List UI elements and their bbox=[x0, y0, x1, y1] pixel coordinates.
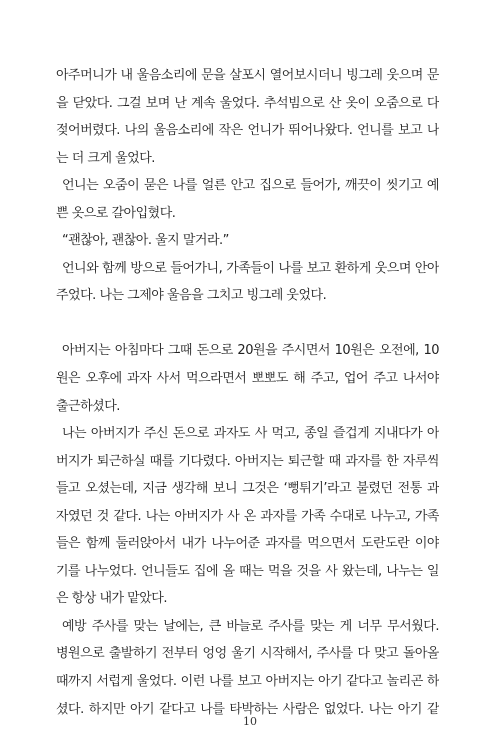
text-line: 원은 오후에 과자 사서 먹으라면서 뽀뽀도 해 주고, 업어 주고 나서야 bbox=[56, 371, 439, 387]
text-line: 때까지 서럽게 울었다. 이런 나를 보고 아버지는 아기 같다고 놀리곤 하 bbox=[56, 674, 439, 690]
text-line: 출근하셨다. bbox=[56, 398, 120, 414]
text-line: “괜찮아, 괜찮아. 울지 말거라.” bbox=[62, 233, 229, 249]
text-line: 예방 주사를 맞는 날에는, 큰 바늘로 주사를 맞는 게 너무 무서웠다. bbox=[62, 618, 439, 634]
text-line: 나는 아버지가 주신 돈으로 과자도 사 먹고, 종일 즐겁게 지내다가 아 bbox=[62, 426, 439, 442]
text-line: 병원으로 출발하기 전부터 엉엉 울기 시작해서, 주사를 다 맞고 돌아올 bbox=[56, 646, 439, 662]
text-line: 들은 함께 둘러앉아서 내가 나누어준 과자를 먹으면서 도란도란 이야 bbox=[56, 536, 439, 552]
blank-line bbox=[56, 316, 439, 344]
text-line: 언니는 오줌이 묻은 나를 얼른 안고 집으로 들어가, 깨끗이 씻기고 예 bbox=[62, 178, 439, 194]
text-line: 아주머니가 내 울음소리에 문을 살포시 열어보시더니 빙그레 웃으며 문 bbox=[56, 68, 439, 83]
text-line: 을 닫았다. 그걸 보며 난 계속 울었다. 추석빔으로 산 옷이 오줌으로 다 bbox=[56, 95, 439, 111]
text-line: 자였던 것 같다. 나는 아버지가 사 온 과자를 가족 수대로 나누고, 가족 bbox=[56, 508, 439, 524]
text-line: 주었다. 나는 그제야 울음을 그치고 빙그레 웃었다. bbox=[56, 288, 327, 304]
page-number: 10 bbox=[243, 715, 257, 728]
text-line: 버지가 퇴근하실 때를 기다렸다. 아버지는 퇴근할 때 과자를 한 자루씩 bbox=[56, 453, 439, 469]
text-line: 셨다. 하지만 아기 같다고 나를 타박하는 사람은 없었다. 나는 아기 같 bbox=[56, 701, 439, 717]
text-line: 쁜 옷으로 갈아입혔다. bbox=[56, 205, 176, 221]
text-line: 언니와 함께 방으로 들어가니, 가족들이 나를 보고 환하게 웃으며 안아 bbox=[62, 260, 439, 276]
text-line: 은 항상 내가 맡았다. bbox=[56, 591, 167, 607]
text-line: 기를 나누었다. 언니들도 집에 올 때는 먹을 것을 사 왔는데, 나누는 일 bbox=[56, 563, 439, 579]
body-text bbox=[56, 68, 439, 729]
text-line: 젖어버렸다. 나의 울음소리에 작은 언니가 뛰어나왔다. 언니를 보고 나 bbox=[56, 123, 439, 139]
text-line: 아버지는 아침마다 그때 돈으로 20원을 주시면서 10원은 오전에, 10 bbox=[62, 343, 439, 359]
text-line: 는 더 크게 울었다. bbox=[56, 150, 155, 166]
text-line: 들고 오셨는데, 지금 생각해 보니 그것은 ‘뻥튀기’라고 불렸던 전통 과 bbox=[56, 481, 439, 497]
